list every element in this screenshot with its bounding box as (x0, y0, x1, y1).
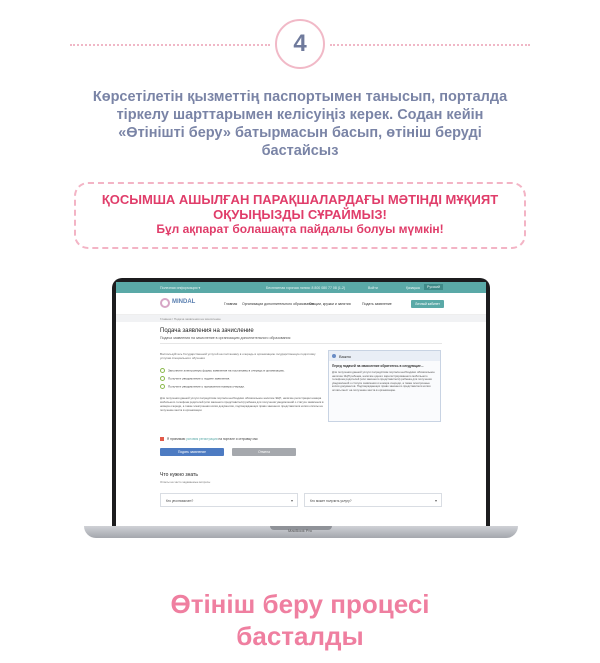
agree-text-suffix: на портале и отправку смс (218, 437, 258, 441)
lang-ru[interactable]: Русский (424, 284, 443, 290)
agree-row (160, 437, 258, 441)
faq-subtitle: Ответы на часто задаваемые вопросы (160, 480, 211, 484)
lang-kz[interactable]: Қазақша (406, 285, 420, 290)
faq-accordion-item[interactable] (160, 493, 298, 507)
step-number-badge: 4 (275, 19, 325, 69)
nav-item-apply[interactable]: Подать заявление (362, 302, 392, 306)
notice-line-3: Бұл ақпарат болашақта пайдалы болуы мүмкін! (156, 222, 444, 236)
site-header (116, 293, 486, 315)
final-caption (0, 588, 600, 652)
important-panel (328, 350, 441, 422)
nav-item-organizations[interactable]: Организации дополнительного образования (242, 302, 314, 306)
agree-text: Я принимаю (166, 437, 186, 441)
final-line: Өтініш беру процесі (170, 589, 430, 619)
laptop-label: MacBook Pro (287, 528, 312, 533)
important-header (329, 351, 440, 361)
cabinet-button[interactable]: Личный кабинет (411, 300, 444, 308)
intro-line: бастайсыз (261, 143, 339, 159)
logo-icon (160, 298, 170, 308)
nav-item-sections[interactable]: Секции, кружки и занятия (309, 302, 351, 306)
top-bar (116, 282, 486, 293)
list-item (160, 376, 230, 381)
breadcrumb-text[interactable]: Главная / Подача заявления на зачисление (160, 316, 221, 321)
faq-accordion-item[interactable] (304, 493, 442, 507)
list-item-text: Заполните электронную форму заявления на постановку в очередь в организацию. (168, 368, 285, 373)
requirements-text: Для получения данной услуги посредством портала необходимо обязательное наличие ЭЦП, наличие регистрации номера мобильного телефона родителей (или законного представителя) ребенка для получения уведомлений о статусе заявления в номера очереди, а также электронная копия документов, подтверждающих право законного представителя копия оплаты на получение места в организации. (160, 396, 324, 412)
final-line: басталды (236, 621, 364, 651)
important-subtitle: Перед подачей на зачисление обратитесь в следующие... (332, 364, 424, 368)
faq-question: Кто может получить услугу? (310, 499, 352, 503)
notice-box (74, 182, 526, 249)
intro-line: тіркелу шарттарымен келісуіңіз керек. Содан кейін (116, 107, 484, 123)
laptop-screen (116, 282, 486, 526)
info-icon (332, 354, 336, 358)
list-item (160, 384, 245, 389)
left-dotted-divider (70, 44, 270, 46)
notice-line-1: ҚОСЫМША АШЫЛҒАН ПАРАҚШАЛАРДАҒЫ МӘТІНДІ МҰҚИЯТ (101, 192, 499, 207)
chevron-down-icon: ▾ (434, 498, 437, 503)
chevron-down-icon: ▾ (290, 498, 293, 503)
intro-text (60, 88, 540, 160)
faq-title: Что нужно знать (160, 472, 198, 478)
important-text: Для получения данной услуги посредством портала необходимо обязательное наличие ЭЦП ребенка, наличие одного зарегистрированного мобильного телефона родителей (или законного представителя) ребенка для получения уведомлений о статусе заявления и номера очереди, а также электронные копии документов. Подтверждающих право законного представителя копия оплаты мест на получение места в организацию. (332, 370, 435, 392)
list-item-text: Получите уведомление о подаче заявления. (168, 376, 231, 381)
useful-info-menu[interactable]: Полезная информация ▾ (160, 285, 201, 290)
hotline-text: Бесплатная горячая линия: 8 800 080 77 08 (1-2) (266, 285, 346, 290)
intro-line: Көрсетілетін қызметтің паспортымен танысып, порталда (92, 89, 508, 105)
agree-checkbox[interactable] (160, 437, 164, 441)
notice-line-2: ОҚУЫҢЫЗДЫ СҰРАЙМЫЗ! (213, 207, 387, 222)
right-dotted-divider (330, 44, 530, 46)
check-circle-icon (160, 376, 165, 381)
page-subtitle: Подача заявления на зачисление в организацию дополнительного образования (160, 336, 291, 340)
service-description: Воспользуйтесь Государственной услугой на постановку в очередь в организацию государственную подготовку услугам специального обучения (160, 352, 316, 360)
important-title: Важно (339, 354, 352, 359)
list-item-text: Получите уведомление о присвоении номера очереди. (168, 384, 245, 389)
intro-line: «Өтінішті беру» батырмасын басып, өтініш беруді (118, 125, 482, 141)
terms-link[interactable]: условия регистрации (186, 437, 218, 441)
check-circle-icon (160, 384, 165, 389)
list-item (160, 368, 285, 373)
login-link[interactable]: Войти (368, 285, 378, 290)
faq-question: Кто уполномочен? (166, 499, 194, 503)
cancel-button[interactable]: Отмена (232, 448, 296, 456)
check-circle-icon (160, 368, 165, 373)
nav-item-home[interactable]: Главная (224, 302, 238, 306)
logo-text[interactable]: MINDAL (172, 299, 196, 305)
divider (160, 343, 442, 344)
submit-application-button[interactable]: Подать заявление (160, 448, 224, 456)
breadcrumb (116, 315, 486, 322)
page-title: Подача заявления на зачисление (160, 328, 254, 334)
